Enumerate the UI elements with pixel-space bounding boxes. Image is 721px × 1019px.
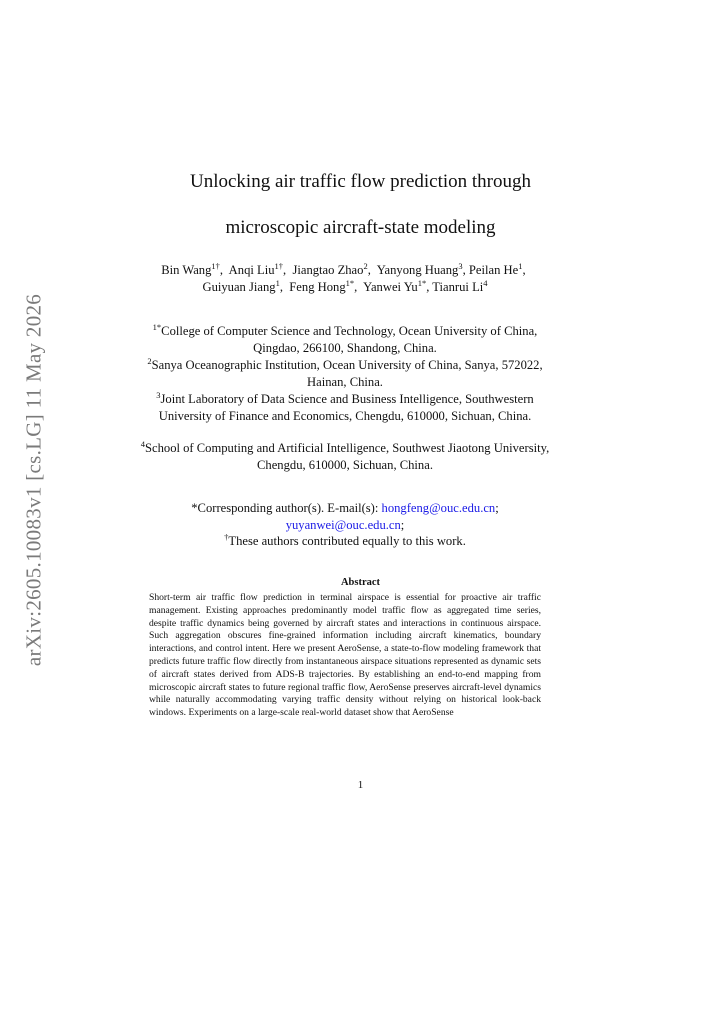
corresponding-authors: *Corresponding author(s). E-mail(s): hongfeng@ouc.edu.cn; yuyanwei@ouc.edu.cn; <box>191 501 499 532</box>
affiliation: $^{1*}$College of Computer Science and Technology, Ocean University of China, Qingdao, 266100, Shandong, China. <box>152 322 538 355</box>
paper-title-line-1: Unlocking air traffic flow prediction through <box>189 171 532 192</box>
paper-title-line-2: microscopic aircraft-state modeling <box>225 217 496 238</box>
author-list <box>130 262 560 296</box>
author: Anqi Liu$^{1\dagger}$, <box>228 261 287 277</box>
affiliation: $^2$Sanya Oceanographic Institution, Ocean University of China, Sanya, 572022, Hainan, China. <box>147 356 543 389</box>
author: Jiangtao Zhao$^2$, <box>292 261 371 277</box>
equal-contribution-note: †These authors contributed equally to this work. <box>224 532 466 548</box>
email-link-yuyanwei[interactable]: yuyanwei@ouc.edu.cn <box>285 518 401 532</box>
page-number: 1 <box>357 779 364 791</box>
abstract-text: Short-term air traffic flow prediction in terminal airspace is essential for proactive air traffic management. Existing approaches predominantly model traffic flow as aggregated time series, despite traffic dynamics being governed by aircraft states and interactions in continuous airspace. Such aggregation obscures fine-grained information including aircraft kinematics, boundary interactions, and control intent. Here we present AeroSense, a state-to-flow modeling framework that predicts future traffic flow directly from instantaneous airspace situations represented as dynamic sets of aircraft states derived from ADS-B trajectories. By establishing an end-to-end mapping from microscopic aircraft states to future regional traffic flow, AeroSense preserves aircraft-level dynamics while naturally accommodating varying traffic density without relying on historical look-back windows. Experiments on a large-scale real-world dataset show that AeroSense <box>149 592 541 719</box>
abstract-heading: Abstract <box>340 577 381 588</box>
author: Bin Wang$^{1\dagger}$, <box>161 261 224 277</box>
author: Peilan He$^1$, <box>468 261 526 277</box>
affiliation: $^3$Joint Laboratory of Data Science and Business Intelligence, Southwestern University of Finance and Economics, Chengdu, 610000, Sichuan, China. <box>156 390 534 423</box>
affiliation: $^4$School of Computing and Artificial Intelligence, Southwest Jiaotong University, Chengdu, 610000, Sichuan, China. <box>140 439 550 472</box>
author: Feng Hong$^{1*}$, <box>289 278 358 294</box>
email-link-hongfeng[interactable]: hongfeng@ouc.edu.cn <box>381 501 496 515</box>
author: Yanyong Huang$^3$, <box>376 261 466 277</box>
author: Tianrui Li$^4$ <box>432 278 488 294</box>
author: Yanwei $Yu^{1*}$, <box>363 278 430 294</box>
author: Guiyuan Jiang$^1$, <box>202 278 283 294</box>
arxiv-identifier: arXiv:2605.10083v1 [cs.LG] 11 May 2026 <box>21 293 46 667</box>
